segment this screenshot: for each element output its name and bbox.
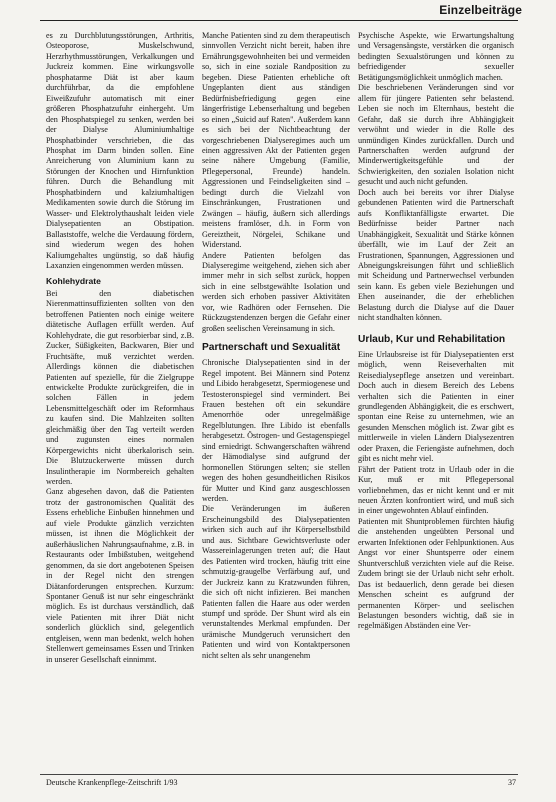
section-heading: Partnerschaft und Sexualität: [202, 342, 341, 354]
journal-citation: Deutsche Krankenpflege-Zeitschrift 1/93: [46, 778, 178, 787]
paragraph: Eine Urlaubsreise ist für Dialysepatienten erst möglich, wenn Reiseverhalten mit Reisedialysepflege ansetzen und vereinbart. Doch auch in diesem Bereich des Lebens verhalten sich die Patienten in einer grundlegenden Abhängigkeit, die es erschwert, spontan eine Reise zu unternehmen, wie an gesunden Menschen möglich ist. Zwar gibt es mittlerweile in vielen Ländern Dialysezentren oder Praxen, die Feriengäste aufnehmen, doch gibt es nicht mehr viel.: [358, 349, 514, 464]
paragraph: Manche Patienten sind zu dem therapeutisch sinnvollen Verzicht nicht bereit, haben ihre Ernährungsgewohnheiten bei und vermeiden so, sich in eine soziale Randposition zu begeben. Diese Patienten erhebliche oft Ungeplanten dient aus ständigen Bedürfnisbefriedigung gegen eine längerfristige Lebenserhaltung und begeben so einen „Suicid auf Raten". Außerdem kann es sich bei der Nichtbeachtung der vorgeschriebenen Dialyseregimes auch um einen aggressiven Akt der Patienten gegen seine nähere Umgebung (Familie, Pflegepersonal, Freunde) handeln. Aggressionen und Feindseligkeiten sind – bedingt durch die Vielzahl von Einschränkungen, Frustrationen und Zwängen – häufig, äußern sich allerdings meistens framlöser, d.h. in Form von Gereiztheit, Nörgelei, Schikane und Widerstand.: [202, 31, 350, 250]
section-heading: Kohlehydrate: [46, 276, 101, 287]
paragraph: Patienten mit Shuntproblemen fürchten häufig die anstehenden ungeübten Personal und erwarten Infektionen oder Fehlpunktionen. Aus Angst vor einer Shuntsperre oder einem Shuntverschluß verzichten viele auf die Reise. Zudem bringt sie der Urlaub nicht sehr erholt. Das ist bedauerlich, denn gerade bei diesen Menschen scheint es aufgrund der permanenten Körper- und seelischen Belastungen besonders wichtig, daß sie in regelmäßigen Abständen eine Ver-: [358, 516, 514, 631]
paragraph: Chronische Dialysepatienten sind in der Regel impotent. Bei Männern sind Potenz und Libido herabgesetzt, Spermiogenese und Testosteronspiegel sind vermindert. Bei Frauen bestehen oft ein sekundäre Amenorrhöe oder unregelmäßige Regelblutungen. Ihre Libido ist ebenfalls herabgesetzt. Östrogen- und Gestagenspiegel sind erniedrigt. Schwangerschaften während der Hämodialyse sind aufgrund der hormonellen Störungen selten; sie stellen wegen des hohen gesundheitlichen Risikos für Mutter und Kind ganz ausgeschlossen werden.: [202, 358, 350, 504]
paragraph: Andere Patienten befolgen das Dialyseregime weitgehend, ziehen sich aber immer mehr in sich selbst zurück, hoppen sich in eine selbstgewählte Isolation und werden sich erhoben passiver Aktivitäten vor, wie Radhören oder Fernsehen. Die Rückzugstendenzen bergen die Gefahr einer großen seelischen Vereinsamung in sich.: [202, 250, 350, 333]
footer-rule: [40, 774, 518, 775]
text-column-1: [46, 31, 194, 665]
text-column-3: [358, 31, 514, 632]
paragraph: Fährt der Patient trotz in Urlaub oder in die Kur, muß er mit Pflegepersonal vorliebnehmen, das er nicht kennt und er mit neuen Ärzten konfrontiert wird, und muß sich in einer ungewohnten Ablauf einfinden.: [358, 464, 514, 516]
section-heading: Urlaub, Kur und Rehabilitation: [358, 333, 506, 345]
paragraph: Die Veränderungen im äußeren Erscheinungsbild des Dialysepatienten wirken sich auch auf ihr Körperselbstbild und aus. Sichtbare Gewichtsverluste oder Wassereinlagerungen treten auf; die Haut des Patienten wird trocken, häufig tritt eine schmutzig-graugelbe Verfärbung auf, und der Juckreiz kann zu Kratzwunden führen, die sich oft nicht infizieren. Bei manchen Patienten fallen die Haare aus oder werden stumpf und spröde. Der Shunt wird als ein verunstaltendes Merkmal empfunden. Der urämische Mundgeruch verunsichert den Patienten und wird von Kontaktpersonen nicht selten als sehr unangenehm: [202, 504, 350, 660]
paragraph: Bei den diabetischen Nierenmattinsuffizienten sollten von den betroffenen Patienten noch einige weitere diätetische Auflagen erfüllt werden. Auf Kohlehydrate, die gut resorbierbar sind, z.B. Zucker, Süßigkeiten, Backwaren, Bier und Fruchtsäfte, muß verzichtet werden. Allerdings können die diabetischen Patienten auf spezielle, für die Zielgruppe entwickelte Produkte zurückgreifen, die in solchen Fällen in jedem Lebensmittelgeschäft oder im Reformhaus zu kaufen sind. Die Mahlzeiten sollten gleichmäßig über den Tag verteilt werden und zugunsten eines normalen Körpergewichts nicht überkalorisch sein. Die Blutzuckerwerte müssen durch Insulintherapie im Normbereich gehalten werden.: [46, 288, 194, 487]
text-column-2: [202, 31, 350, 661]
page-number: 37: [508, 778, 516, 787]
paragraph: es zu Durchblutungsstörungen, Arthritis, Osteoporose, Muskelschwund, Herzrhythmusstörungen, Verkalkungen und Juckreiz kommen. Eine wirkungsvolle phosphatarme Diät ist aber kaum durchführbar, da die empfohlene Eiweißzufuhr automatisch mit einer größeren Phosphatzufuhr einhergeht. Um den Phosphatspiegel zu senken, werden bei der Dialyse Aluminiumhaltige Phosphatbinder verschrieben, die das Phosphat im Darm binden sollen. Eine Anreicherung von Aluminium kann zu Störungen der Knochen und Hirnfunktion führen. Durch die Behandlung mit Phosphatbindern und kalziumhaltigen Medikamenten sowie durch die Störung im Wasser- und Elektrolythaushalt leiden viele Dialysepatienten an Obstipation. Ballaststoffe, welche die Verdauung fördern, sind wiederum wegen des hohen Kaliumgehaltes ungünstig, so daß häufig Laxanzien eingenommen werden müssen.: [46, 31, 194, 270]
paragraph: Doch auch bei bereits vor ihrer Dialyse gebundenen Patienten wird die Partnerschaft aufs Konfliktanfälligste erwartet. Die Bedürfnisse beider Partner nach Unabhängigkeit, Sexualität und Stärke können überfällt, wie im Lauf der Zeit an Frustrationen, Spannungen, Aggressionen und Abneigungskreisungen führt und schließlich mit Scheidung und Partnerwechsel verbunden sein kann. Es geben viele Beziehungen und Ehen auseinander, die der erheblichen Belastung durch die Dialyse auf die Dauer nicht standhalten können.: [358, 187, 514, 323]
section-label: Einzelbeiträge: [439, 3, 522, 17]
paragraph: Ganz abgesehen davon, daß die Patienten trotz der gastronomischen Qualität des Essens erhebliche Einbußen hinnehmen und auf viele Produkte gänzlich verzichten müssen, ist ihnen die Möglichkeit der außerhäuslichen Nahrungsaufnahme, z.B. in Restaurants oder Imbißstuben, weitgehend genommen, da sie dort angebotenen Speisen in der Regel nicht den strengen Diätanforderungen entsprechen. Kurzum: Spontaner Genuß ist nur sehr eingeschränkt möglich. Es ist durchaus verständlich, daß viele Patienten mit ihrer Diät nicht sonderlich glücklich sind, gelegentlich entgleisen, wenn man bedenkt, welch hohen Stellenwert gemeinsames Essen und Trinken in unserer Gesellschaft einnimmt.: [46, 487, 194, 664]
paragraph: Die beschriebenen Veränderungen sind vor allem für jüngere Patienten sehr belastend. Leben sie noch im Elternhaus, besteht die Gefahr, daß sie durch ihre Abhängigkeit verwöhnt und wieder in die Rolle des unmündigen Kindes zurückfallen. Durch und Partnerschaften werden aufgrund der Minderwertigkeitsgefühle und der Schwierigkeiten, den sozialen Isolation nicht gesucht und auch nicht gefunden.: [358, 83, 514, 187]
paragraph: Psychische Aspekte, wie Erwartungshaltung und Versagensängste, verstärken die organisch bedingten Sexualstörungen und können zu befriedigender sexueller Betätigungsmöglichkeit unmöglich machen.: [358, 31, 514, 82]
header-rule: [40, 20, 518, 21]
